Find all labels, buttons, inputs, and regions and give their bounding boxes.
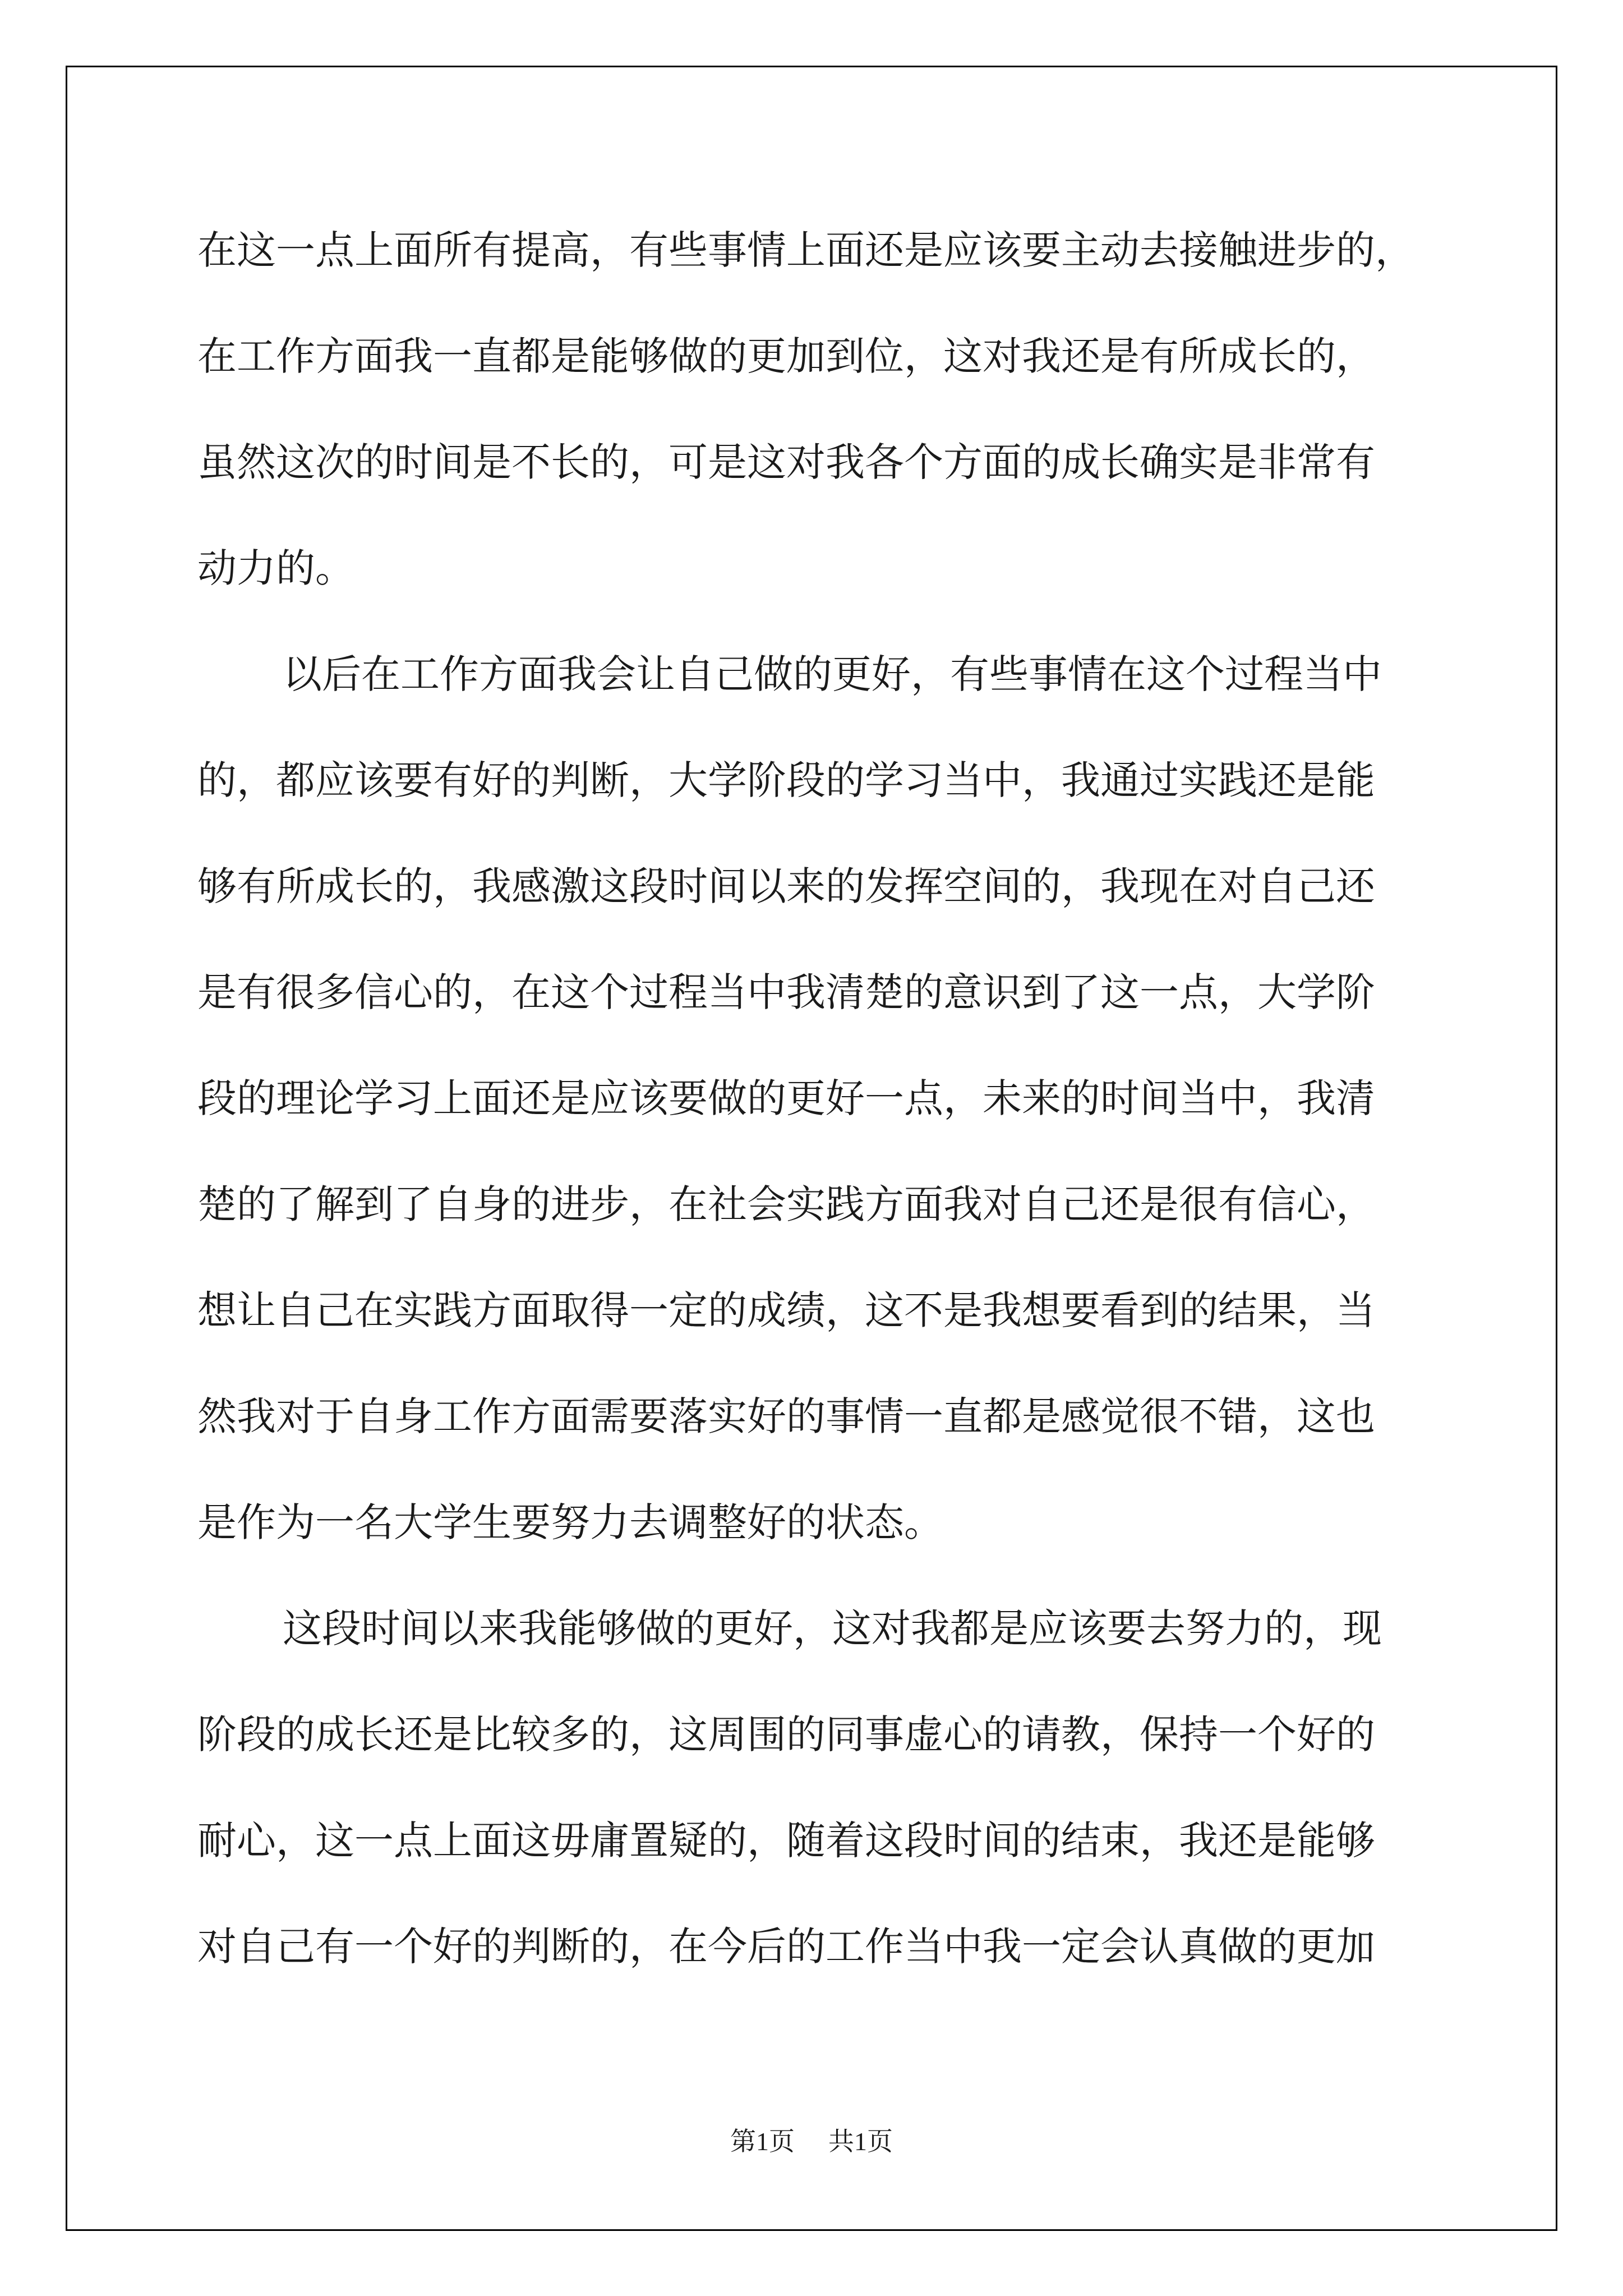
paragraph-first-line: 这段时间以来我能够做的更好，这对我都是应该要去努力的，现 bbox=[283, 1605, 1382, 1651]
text-line: 耐心，这一点上面这毋庸置疑的，随着这段时间的结束，我还是能够 bbox=[197, 1818, 1375, 1864]
page-number-total: 共1页 bbox=[828, 2127, 893, 2156]
document-body bbox=[197, 197, 1454, 2000]
text-line: 虽然这次的时间是不长的，可是这对我各个方面的成长确实是非常有 bbox=[197, 439, 1375, 485]
text-line: 段的理论学习上面还是应该要做的更好一点，未来的时间当中，我清 bbox=[197, 1075, 1375, 1121]
paragraph-first-line: 以后在工作方面我会让自己做的更好，有些事情在这个过程当中 bbox=[283, 651, 1382, 697]
page-footer bbox=[0, 2125, 1623, 2159]
text-line: 然我对于自身工作方面需要落实好的事情一直都是感觉很不错，这也 bbox=[197, 1393, 1375, 1439]
text-line: 够有所成长的，我感激这段时间以来的发挥空间的，我现在对自己还 bbox=[197, 863, 1375, 909]
text-line: 是作为一名大学生要努力去调整好的状态。 bbox=[197, 1499, 943, 1545]
text-line: 想让自己在实践方面取得一定的成绩，这不是我想要看到的结果，当 bbox=[197, 1287, 1375, 1333]
text-line: 的，都应该要有好的判断，大学阶段的学习当中，我通过实践还是能 bbox=[197, 757, 1375, 803]
page-number-current: 第1页 bbox=[730, 2127, 795, 2156]
text-line: 阶段的成长还是比较多的，这周围的同事虚心的请教，保持一个好的 bbox=[197, 1711, 1375, 1757]
text-line: 对自己有一个好的判断的，在今后的工作当中我一定会认真做的更加 bbox=[197, 1924, 1375, 1970]
text-line: 在工作方面我一直都是能够做的更加到位，这对我还是有所成长的， bbox=[197, 333, 1375, 379]
text-line: 在这一点上面所有提高，有些事情上面还是应该要主动去接触进步的， bbox=[197, 227, 1414, 273]
text-line: 是有很多信心的，在这个过程当中我清楚的意识到了这一点，大学阶 bbox=[197, 969, 1375, 1015]
text-line: 动力的。 bbox=[197, 545, 354, 591]
text-line: 楚的了解到了自身的进步，在社会实践方面我对自己还是很有信心， bbox=[197, 1181, 1375, 1227]
